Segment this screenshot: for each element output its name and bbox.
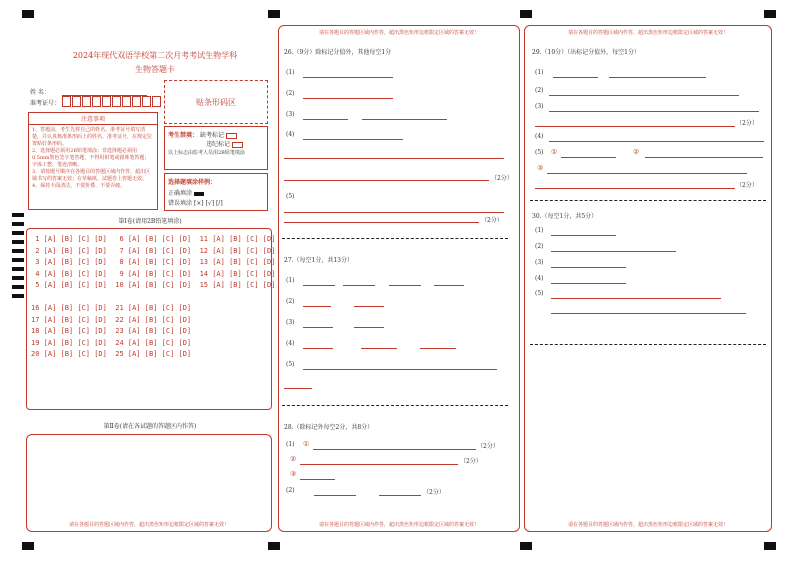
q30-answer-2[interactable] [551, 251, 676, 252]
choice-row[interactable]: 19 [A] [B] [C] [D] 24 [A] [B] [C] [D] [31, 338, 192, 347]
q29-label-3: (3) [535, 103, 544, 110]
q26-answer-5b[interactable] [284, 222, 479, 223]
page-title: 2024年现代双语学校第二次月考考试生物学科 [72, 51, 238, 60]
choice-row[interactable]: 17 [A] [B] [C] [D] 22 [A] [B] [C] [D] [31, 315, 192, 324]
id-label: 准考证号： [30, 100, 61, 107]
exam-status-box [164, 126, 268, 170]
q27-answer-2b[interactable] [354, 306, 384, 307]
wrong-fill-label: 错误填涂 [168, 200, 193, 207]
multiple-choice-area [26, 228, 276, 410]
choice-row[interactable]: 16 [A] [B] [C] [D] 21 [A] [B] [C] [D] [31, 304, 192, 312]
choice-row[interactable]: 3 [A] [B] [C] [D] 8 [A] [B] [C] [D] 13 [A] [B] [C] [D] [31, 258, 276, 266]
section-divider [530, 200, 766, 201]
notice-item: 1、答题前，考生先将自己的姓名、准考证号填写清楚，并认真核准条形码上的姓名、准考证号，在规定位置贴好条形码。 [32, 127, 153, 147]
q26-label-1: (1) [286, 69, 295, 76]
notice-title: 注意事项 [29, 113, 157, 125]
q29-answer-1a[interactable] [553, 77, 598, 78]
q29-circle-3: ③ [537, 164, 544, 172]
q28-circle-3: ③ [290, 470, 297, 478]
q29-circle-2: ② [633, 148, 640, 156]
q29-answer-1b[interactable] [609, 77, 706, 78]
q28-title: 28.（除标记外每空2分，共8分） [284, 424, 374, 431]
q28-score-1: （2分） [477, 443, 499, 450]
q27-answer-1d[interactable] [434, 285, 464, 286]
fill-sample-box [164, 173, 268, 211]
q26-score-1: （2分） [491, 175, 513, 182]
q26-label-3: (3) [286, 111, 295, 118]
out-of-bounds-warning: 请在各题目的答题区域内作答，超出黑色矩形边框限定区域的答案无效！ [567, 30, 728, 36]
q29-label-5: (5) [535, 149, 544, 156]
name-label: 姓 名： [30, 89, 50, 96]
q27-label-5: (5) [286, 361, 295, 368]
q29-answer-3b[interactable] [535, 126, 735, 127]
q29-answer-5b[interactable] [645, 157, 763, 158]
section-divider [530, 344, 766, 345]
q30-label-5: (5) [535, 290, 544, 297]
registration-mark [520, 10, 532, 18]
out-of-bounds-warning: 请在各题目的答题区域内作答，超出黑色矩形边框限定区域的答案无效！ [567, 522, 728, 528]
choice-row[interactable]: 1 [A] [B] [C] [D] 6 [A] [B] [C] [D] 11 [A] [B] [C] [D] [31, 235, 276, 243]
notice-item: 2、选择题必须用2B铅笔填涂；非选择题必须用0.5mm黑色签字笔答题，不得用铅笔或圆珠笔答题；字体工整、笔迹清晰。 [32, 148, 150, 168]
q29-label-2: (2) [535, 87, 544, 94]
q27-label-2: (2) [286, 298, 295, 305]
registration-mark [764, 10, 776, 18]
q26-label-2: (2) [286, 90, 295, 97]
choice-row[interactable]: 2 [A] [B] [C] [D] 7 [A] [B] [C] [D] 12 [A] [B] [C] [D] [31, 246, 276, 255]
q26-score-2: （2分） [481, 217, 503, 224]
q29-score-2: （2分） [736, 182, 758, 189]
q27-answer-4b[interactable] [361, 348, 397, 349]
q30-label-4: (4) [535, 275, 544, 282]
q29-answer-5a[interactable] [561, 157, 616, 158]
q26-answer-4c[interactable] [284, 180, 489, 181]
q27-title: 27.（每空1分，共13分） [284, 257, 353, 264]
q26-answer-4a[interactable] [303, 139, 403, 140]
q28-answer-1[interactable] [313, 449, 476, 450]
q30-answer-5b[interactable] [551, 313, 746, 314]
violation-checkbox[interactable] [232, 142, 243, 148]
q28-answer-3[interactable] [300, 479, 335, 480]
barcode-label: 贴条形码区 [196, 98, 236, 107]
q28-answer-4b[interactable] [379, 495, 421, 496]
fill-sample-title: 选择题填涂样例： [168, 179, 217, 186]
registration-mark [22, 10, 34, 18]
q30-label-2: (2) [535, 243, 544, 250]
registration-mark [22, 542, 34, 550]
q27-answer-4a[interactable] [303, 348, 333, 349]
q28-label-1: (1) [286, 441, 295, 448]
barcode-area [164, 80, 268, 124]
registration-mark [268, 10, 280, 18]
out-of-bounds-warning: 请在各题目的答题区域内作答，超出黑色矩形边框限定区域的答案无效！ [68, 522, 229, 528]
q27-label-1: (1) [286, 277, 295, 284]
q29-answer-5c[interactable] [547, 173, 747, 174]
q29-answer-5d[interactable] [535, 188, 735, 189]
q30-answer-5a[interactable] [551, 298, 721, 299]
q30-label-3: (3) [535, 259, 544, 266]
q26-title: 26.（9分）除标记分值外，其他每空1分 [284, 49, 392, 56]
q28-circle-2: ② [290, 455, 297, 463]
q29-answer-3a[interactable] [549, 111, 759, 112]
q27-answer-5a[interactable] [303, 369, 497, 370]
choice-row[interactable]: 20 [A] [B] [C] [D] 25 [A] [B] [C] [D] [31, 350, 192, 358]
q28-score-2: （2分） [460, 458, 482, 465]
q30-answer-4[interactable] [551, 283, 626, 284]
q26-answer-4b[interactable] [284, 158, 504, 159]
q29-label-4: (4) [535, 133, 544, 140]
q29-score-1: （2分） [736, 120, 758, 127]
answer-area-section2[interactable] [26, 434, 272, 532]
out-of-bounds-warning: 请在各题目的答题区域内作答，超出黑色矩形边框限定区域的答案无效！ [318, 30, 479, 36]
notice-item: 4、保持卡面清洁，不要折叠、不要弄破。 [32, 183, 126, 189]
q27-answer-1c[interactable] [389, 285, 421, 286]
registration-mark [764, 542, 776, 550]
section-divider [282, 238, 508, 239]
q29-answer-2[interactable] [549, 95, 739, 96]
q29-title: 29.（10分）（出标记分值外，每空1分） [532, 49, 640, 56]
q30-answer-1[interactable] [551, 235, 616, 236]
choice-row[interactable]: 4 [A] [B] [C] [D] 9 [A] [B] [C] [D] 14 [A] [B] [C] [D] [31, 269, 276, 278]
out-of-bounds-warning: 请在各题目的答题区域内作答，超出黑色矩形边框限定区域的答案无效！ [318, 522, 479, 528]
exam-status-label: 考生禁填： [168, 132, 199, 139]
q27-answer-5b[interactable] [284, 388, 312, 389]
q29-answer-4[interactable] [549, 141, 764, 142]
page-subtitle: 生物答题卡 [135, 65, 175, 74]
missing-label: 缺考标记 [199, 132, 224, 139]
q26-answer-2[interactable] [303, 98, 393, 99]
q28-answer-2[interactable] [300, 464, 458, 465]
q27-answer-3a[interactable] [303, 327, 333, 328]
q26-label-5: (5) [286, 193, 295, 200]
answer-panel-right [524, 25, 772, 532]
q26-answer-5a[interactable] [284, 212, 504, 213]
q27-answer-4c[interactable] [420, 348, 456, 349]
notice-box [28, 112, 158, 210]
q28-label-2: (2) [286, 487, 295, 494]
exam-status-note: 以上标志由监考人员用2B铅笔填涂 [168, 150, 245, 156]
exam-id-boxes[interactable] [62, 96, 162, 107]
q30-title: 30.（每空1分，共5分） [532, 213, 598, 220]
q27-answer-2a[interactable] [303, 306, 331, 307]
choice-row[interactable]: 18 [A] [B] [C] [D] 23 [A] [B] [C] [D] [31, 327, 192, 335]
q27-answer-1b[interactable] [343, 285, 375, 286]
q27-label-3: (3) [286, 319, 295, 326]
q26-answer-3b[interactable] [362, 119, 447, 120]
q27-label-4: (4) [286, 340, 295, 347]
violation-label: 违纪标记 [206, 141, 231, 148]
q29-circle-1: ① [551, 148, 558, 156]
section2-title: 第Ⅱ卷(请在各试题的答题区内作答) [103, 423, 197, 430]
registration-mark [268, 542, 280, 550]
q28-score-3: （2分） [423, 489, 445, 496]
correct-fill-label: 正确填涂 [168, 190, 193, 197]
q29-label-1: (1) [535, 69, 544, 76]
missing-checkbox[interactable] [226, 133, 237, 139]
q26-answer-1[interactable] [303, 77, 393, 78]
q26-label-4: (4) [286, 131, 295, 138]
section-divider [282, 405, 508, 406]
correct-fill-mark [194, 192, 204, 196]
wrong-fill-marks: [×] [√] [/] [193, 200, 223, 207]
q27-answer-3b[interactable] [354, 327, 384, 328]
notice-item: 3、请按题号顺序在各题目的答题区域内作答，超出区域书写的答案无效；在草稿纸、试题卷上答题无效。 [32, 169, 151, 182]
section1-title: 第Ⅰ卷(请用2B铅笔填涂) [118, 218, 182, 225]
q28-answer-4a[interactable] [314, 495, 356, 496]
registration-mark [520, 542, 532, 550]
q30-answer-3[interactable] [551, 267, 626, 268]
q30-label-1: (1) [535, 227, 544, 234]
q26-answer-3a[interactable] [303, 119, 348, 120]
q28-circle-1: ① [303, 440, 310, 448]
choice-row[interactable]: 5 [A] [B] [C] [D] 10 [A] [B] [C] [D] 15 [A] [B] [C] [D] [31, 281, 276, 289]
answer-panel-middle [278, 25, 520, 532]
q27-answer-1a[interactable] [303, 285, 335, 286]
